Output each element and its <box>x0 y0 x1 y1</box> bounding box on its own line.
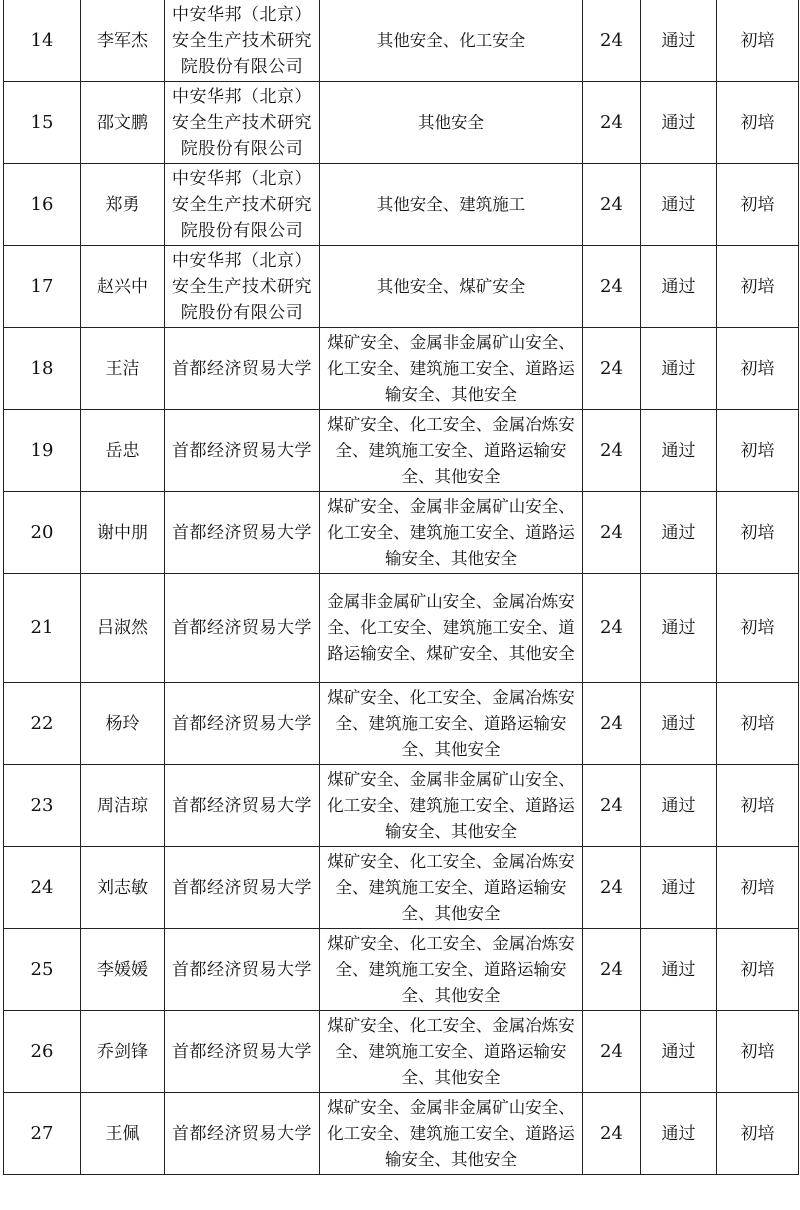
industry-category: 煤矿安全、金属非金属矿山安全、化工安全、建筑施工安全、道路运输安全、其他安全 <box>320 328 583 410</box>
organization: 首都经济贸易大学 <box>165 1011 320 1093</box>
training-type: 初培 <box>717 328 799 410</box>
table-row <box>4 0 799 82</box>
exam-result: 通过 <box>641 492 717 574</box>
trainee-name: 王佩 <box>81 1093 165 1175</box>
row-number: 26 <box>4 1011 81 1093</box>
organization: 首都经济贸易大学 <box>165 765 320 847</box>
organization: 首都经济贸易大学 <box>165 410 320 492</box>
organization: 中安华邦（北京）安全生产技术研究院股份有限公司 <box>165 164 320 246</box>
row-number: 16 <box>4 164 81 246</box>
industry-category: 煤矿安全、金属非金属矿山安全、化工安全、建筑施工安全、道路运输安全、其他安全 <box>320 765 583 847</box>
training-hours: 24 <box>583 164 641 246</box>
row-number: 14 <box>4 0 81 82</box>
table-row <box>4 847 799 929</box>
industry-category: 其他安全、建筑施工 <box>320 164 583 246</box>
trainee-name: 刘志敏 <box>81 847 165 929</box>
trainee-name: 李媛媛 <box>81 929 165 1011</box>
table-row <box>4 328 799 410</box>
exam-result: 通过 <box>641 246 717 328</box>
organization: 首都经济贸易大学 <box>165 683 320 765</box>
training-type: 初培 <box>717 929 799 1011</box>
exam-result: 通过 <box>641 328 717 410</box>
trainee-name: 吕淑然 <box>81 574 165 683</box>
training-type: 初培 <box>717 847 799 929</box>
table-row <box>4 929 799 1011</box>
row-number: 15 <box>4 82 81 164</box>
exam-result: 通过 <box>641 410 717 492</box>
table-row <box>4 1011 799 1093</box>
row-number: 20 <box>4 492 81 574</box>
training-hours: 24 <box>583 683 641 765</box>
table-row <box>4 82 799 164</box>
trainee-name: 谢中朋 <box>81 492 165 574</box>
industry-category: 煤矿安全、化工安全、金属冶炼安全、建筑施工安全、道路运输安全、其他安全 <box>320 847 583 929</box>
training-type: 初培 <box>717 765 799 847</box>
row-number: 23 <box>4 765 81 847</box>
exam-result: 通过 <box>641 683 717 765</box>
exam-result: 通过 <box>641 929 717 1011</box>
exam-result: 通过 <box>641 0 717 82</box>
training-hours: 24 <box>583 847 641 929</box>
training-type: 初培 <box>717 492 799 574</box>
organization: 首都经济贸易大学 <box>165 929 320 1011</box>
training-hours: 24 <box>583 1011 641 1093</box>
training-hours: 24 <box>583 929 641 1011</box>
table-row <box>4 492 799 574</box>
exam-result: 通过 <box>641 82 717 164</box>
row-number: 18 <box>4 328 81 410</box>
trainee-name: 赵兴中 <box>81 246 165 328</box>
training-hours: 24 <box>583 492 641 574</box>
table-row <box>4 1093 799 1175</box>
training-type: 初培 <box>717 574 799 683</box>
trainee-name: 郑勇 <box>81 164 165 246</box>
table-row <box>4 574 799 683</box>
trainee-table <box>3 0 799 1175</box>
row-number: 19 <box>4 410 81 492</box>
table-row <box>4 164 799 246</box>
row-number: 17 <box>4 246 81 328</box>
exam-result: 通过 <box>641 574 717 683</box>
industry-category: 煤矿安全、化工安全、金属冶炼安全、建筑施工安全、道路运输安全、其他安全 <box>320 410 583 492</box>
exam-result: 通过 <box>641 765 717 847</box>
exam-result: 通过 <box>641 164 717 246</box>
trainee-name: 岳忠 <box>81 410 165 492</box>
training-type: 初培 <box>717 0 799 82</box>
exam-result: 通过 <box>641 1011 717 1093</box>
trainee-name: 杨玲 <box>81 683 165 765</box>
trainee-name: 周洁琼 <box>81 765 165 847</box>
exam-result: 通过 <box>641 847 717 929</box>
training-type: 初培 <box>717 164 799 246</box>
training-hours: 24 <box>583 410 641 492</box>
organization: 首都经济贸易大学 <box>165 574 320 683</box>
organization: 中安华邦（北京）安全生产技术研究院股份有限公司 <box>165 82 320 164</box>
training-type: 初培 <box>717 410 799 492</box>
training-type: 初培 <box>717 246 799 328</box>
organization: 首都经济贸易大学 <box>165 1093 320 1175</box>
row-number: 22 <box>4 683 81 765</box>
training-type: 初培 <box>717 1011 799 1093</box>
table-row <box>4 410 799 492</box>
industry-category: 煤矿安全、化工安全、金属冶炼安全、建筑施工安全、道路运输安全、其他安全 <box>320 683 583 765</box>
trainee-name: 邵文鹏 <box>81 82 165 164</box>
training-hours: 24 <box>583 1093 641 1175</box>
row-number: 24 <box>4 847 81 929</box>
row-number: 21 <box>4 574 81 683</box>
organization: 首都经济贸易大学 <box>165 847 320 929</box>
organization: 首都经济贸易大学 <box>165 328 320 410</box>
industry-category: 煤矿安全、化工安全、金属冶炼安全、建筑施工安全、道路运输安全、其他安全 <box>320 929 583 1011</box>
table-row <box>4 683 799 765</box>
training-hours: 24 <box>583 574 641 683</box>
industry-category: 其他安全 <box>320 82 583 164</box>
row-number: 25 <box>4 929 81 1011</box>
training-type: 初培 <box>717 1093 799 1175</box>
table-row <box>4 765 799 847</box>
industry-category: 其他安全、化工安全 <box>320 0 583 82</box>
table-row <box>4 246 799 328</box>
training-hours: 24 <box>583 82 641 164</box>
trainee-name: 乔剑锋 <box>81 1011 165 1093</box>
organization: 中安华邦（北京）安全生产技术研究院股份有限公司 <box>165 0 320 82</box>
industry-category: 其他安全、煤矿安全 <box>320 246 583 328</box>
exam-result: 通过 <box>641 1093 717 1175</box>
training-hours: 24 <box>583 0 641 82</box>
row-number: 27 <box>4 1093 81 1175</box>
training-hours: 24 <box>583 246 641 328</box>
trainee-name: 李军杰 <box>81 0 165 82</box>
organization: 首都经济贸易大学 <box>165 492 320 574</box>
training-hours: 24 <box>583 328 641 410</box>
training-hours: 24 <box>583 765 641 847</box>
industry-category: 金属非金属矿山安全、金属冶炼安全、化工安全、建筑施工安全、道路运输安全、煤矿安全、其他安全 <box>320 574 583 683</box>
industry-category: 煤矿安全、化工安全、金属冶炼安全、建筑施工安全、道路运输安全、其他安全 <box>320 1011 583 1093</box>
training-type: 初培 <box>717 683 799 765</box>
industry-category: 煤矿安全、金属非金属矿山安全、化工安全、建筑施工安全、道路运输安全、其他安全 <box>320 1093 583 1175</box>
trainee-name: 王洁 <box>81 328 165 410</box>
industry-category: 煤矿安全、金属非金属矿山安全、化工安全、建筑施工安全、道路运输安全、其他安全 <box>320 492 583 574</box>
training-type: 初培 <box>717 82 799 164</box>
organization: 中安华邦（北京）安全生产技术研究院股份有限公司 <box>165 246 320 328</box>
